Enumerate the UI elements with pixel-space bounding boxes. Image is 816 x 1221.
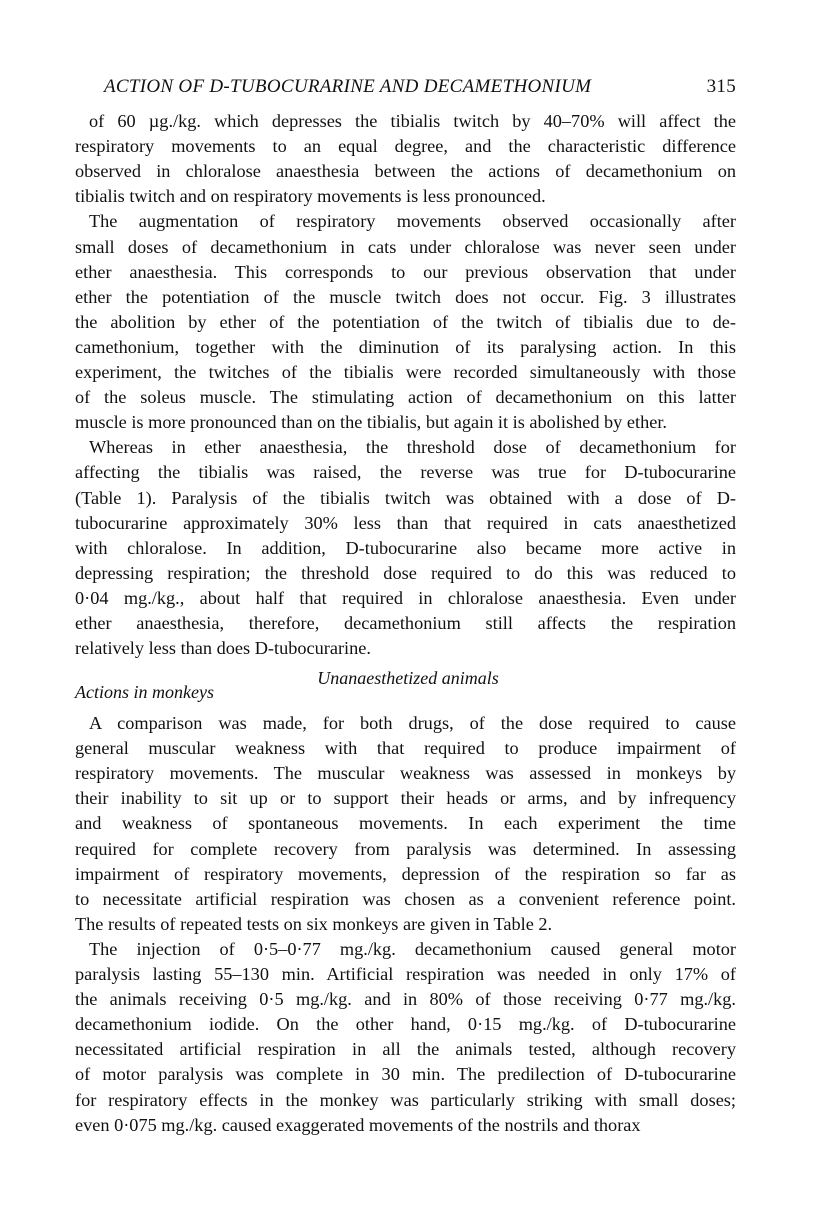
paragraph-line: small doses of decamethonium in cats under chloralose was never seen under (75, 236, 736, 257)
paragraph-line: of motor paralysis was complete in 30 min. The predilection of D-tubocurarine (75, 1064, 736, 1085)
paragraph-line: the abolition by ether of the potentiation of the twitch of tibialis due to de- (75, 311, 736, 332)
paragraph-line: depressing respiration; the threshold dose required to do this was reduced to (75, 562, 736, 583)
paragraph-line: impairment of respiratory movements, depression of the respiration so far as (75, 863, 736, 884)
paragraph-line: tibialis twitch and on respiratory movements is less pronounced. (75, 186, 546, 207)
paragraph-line: respiratory movements. The muscular weakness was assessed in monkeys by (75, 763, 736, 784)
paragraph-line: and weakness of spontaneous movements. In each experiment the time (75, 813, 736, 834)
paragraph-line: respiratory movements to an equal degree, and the characteristic difference (75, 136, 736, 157)
paragraph-line: muscle is more pronounced than on the tibialis, but again it is abolished by ether. (75, 412, 667, 433)
paragraph-line: necessitated artificial respiration in all the animals tested, although recovery (75, 1039, 736, 1060)
running-title: ACTION OF D-TUBOCURARINE AND DECAMETHONIUM (104, 76, 592, 97)
paragraph-line: tubocurarine approximately 30% less than that required in cats anaesthetized (75, 512, 736, 533)
paragraph-line: of the soleus muscle. The stimulating action of decamethonium on this latter (75, 387, 736, 408)
paragraph-line: ether anaesthesia. This corresponds to our previous observation that under (75, 261, 736, 282)
paragraph-line: observed in chloralose anaesthesia between the actions of decamethonium on (75, 161, 736, 182)
subheading: Unanaesthetized animals (317, 668, 499, 688)
paragraph-line: their inability to sit up or to support their heads or arms, and by infrequency (75, 788, 736, 809)
paragraph-line: with chloralose. In addition, D-tubocurarine also became more active in (75, 537, 736, 558)
paragraph-line: general muscular weakness with that required to produce impairment of (75, 738, 736, 759)
paragraph-line: The results of repeated tests on six monkeys are given in Table 2. (75, 913, 553, 934)
paragraph-line: ether anaesthesia, therefore, decamethonium still affects the respiration (75, 613, 736, 633)
paragraph-line: the animals receiving 0·5 mg./kg. and in 80% of those receiving 0·77 mg./kg. (75, 989, 736, 1010)
paragraph-line: to necessitate artificial respiration was chosen as a convenient reference point. (75, 888, 736, 909)
side-heading: Actions in monkeys (75, 682, 214, 702)
paragraph-line: The augmentation of respiratory movements observed occasionally after (89, 211, 736, 232)
paragraph-line: decamethonium iodide. On the other hand, 0·15 mg./kg. of D-tubocurarine (75, 1014, 736, 1035)
paragraph-line: of 60 µg./kg. which depresses the tibialis twitch by 40–70% will affect the (89, 111, 736, 131)
paragraph-line: Whereas in ether anaesthesia, the threshold dose of decamethonium for (89, 437, 736, 458)
page-number: 315 (706, 76, 736, 97)
paragraph-line: required for complete recovery from paralysis was determined. In assessing (75, 838, 736, 859)
paragraph-line: The injection of 0·5–0·77 mg./kg. decamethonium caused general motor (89, 938, 736, 959)
paragraph-line: (Table 1). Paralysis of the tibialis twitch was obtained with a dose of D- (75, 487, 736, 508)
running-header (104, 76, 736, 98)
paragraph-line: paralysis lasting 55–130 min. Artificial respiration was needed in only 17% of (75, 964, 736, 984)
paragraph-line: relatively less than does D-tubocurarine. (75, 638, 371, 659)
paragraph-line: A comparison was made, for both drugs, of the dose required to cause (89, 713, 736, 733)
paragraph-line: experiment, the twitches of the tibialis were recorded simultaneously with those (75, 362, 736, 382)
paragraph-line: ether the potentiation of the muscle twitch does not occur. Fig. 3 illustrates (75, 286, 736, 307)
paragraph-line: camethonium, together with the diminution of its paralysing action. In this (75, 336, 736, 357)
paragraph-line: for respiratory effects in the monkey was particularly striking with small doses; (75, 1089, 736, 1110)
paragraph-line: affecting the tibialis was raised, the reverse was true for D-tubocurarine (75, 462, 736, 483)
paragraph-line: even 0·075 mg./kg. caused exaggerated movements of the nostrils and thorax (75, 1114, 641, 1135)
paragraph-line: 0·04 mg./kg., about half that required in chloralose anaesthesia. Even under (75, 587, 736, 608)
